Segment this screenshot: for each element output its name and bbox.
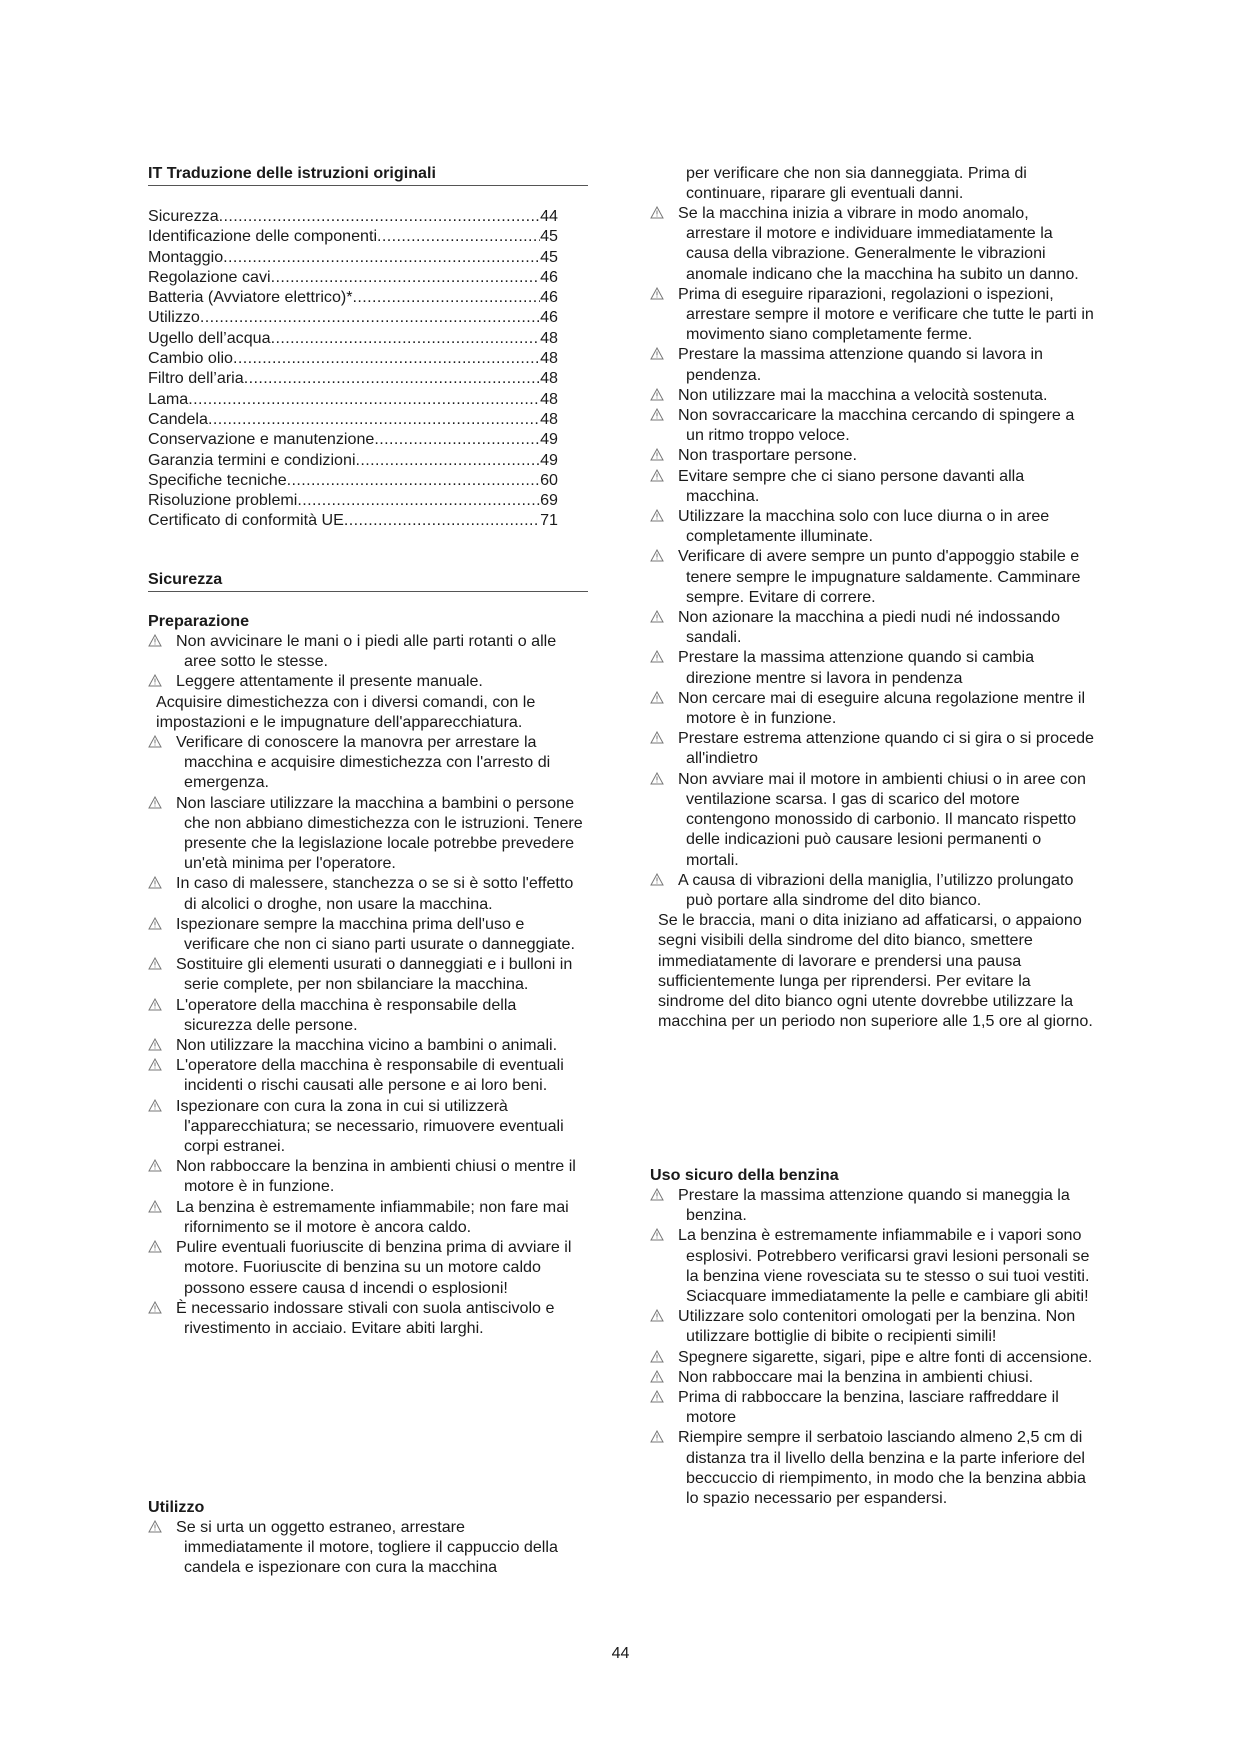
warning-text: Spegnere sigarette, sigari, pipe e altre fonti di accensione. <box>678 1347 1093 1366</box>
toc-leader <box>271 267 541 287</box>
toc-page: 69 <box>540 491 558 510</box>
toc-page: 45 <box>540 227 558 246</box>
warning-triangle-icon <box>650 610 664 623</box>
warning-item <box>650 607 1096 647</box>
toc-page: 71 <box>540 511 558 530</box>
warning-text: Se si urta un oggetto estraneo, arrestare immediatamente il motore, togliere il cappuccio della candela e ispezionare con cura la macchina <box>176 1518 558 1577</box>
toc-entry <box>148 267 558 287</box>
warning-triangle-icon <box>650 448 664 461</box>
warning-triangle-icon <box>650 1370 664 1383</box>
toc-page: 48 <box>540 369 558 388</box>
toc-leader <box>223 247 540 267</box>
page-number: 44 <box>611 1645 630 1662</box>
warning-item <box>148 631 588 671</box>
warning-text: Non avviare mai il motore in ambienti chiusi o in aree con ventilazione scarsa. I gas di scarico del motore contengono monossido di carbonio. Il mancato rispetto delle indicazioni può causare lesioni permanenti o mortali. <box>678 769 1086 869</box>
warning-triangle-icon <box>650 1390 664 1403</box>
warning-text: Non azionare la macchina a piedi nudi né indossando sandali. <box>678 608 1061 647</box>
warning-item <box>148 1517 588 1578</box>
warning-text: Evitare sempre che ci siano persone davanti alla macchina. <box>678 466 1025 505</box>
section-title-sicurezza: Sicurezza <box>148 569 588 592</box>
warning-triangle-icon <box>148 957 162 970</box>
warning-triangle-icon <box>148 634 162 647</box>
warning-text: Verificare di avere sempre un punto d'appoggio stabile e tenere sempre le impugnature saldamente. Camminare sempre. Evitare di correre. <box>678 547 1081 606</box>
warning-triangle-icon <box>650 509 664 522</box>
warning-triangle-icon <box>148 1240 162 1253</box>
toc-title: Identificazione delle componenti <box>148 227 378 246</box>
warning-text: Non lasciare utilizzare la macchina a bambini o persone che non abbiano dimestichezza con le istruzioni. Tenere presente che la legislazione locale potrebbe prevedere un'età minima per l'operatore. <box>176 793 583 873</box>
utilizzo-list-continued <box>650 203 1096 1031</box>
toc-page: 48 <box>540 409 558 428</box>
toc-entry <box>148 247 558 267</box>
warning-text: Sostituire gli elementi usurati o danneggiati e i bulloni in serie complete, per non sbilanciare la macchina. <box>176 955 573 994</box>
warning-item <box>650 385 1096 405</box>
toc-page: 45 <box>540 247 558 266</box>
warning-item <box>148 914 588 954</box>
warning-triangle-icon <box>148 1159 162 1172</box>
warning-text: Leggere attentamente il presente manuale. <box>176 672 483 691</box>
warning-text: L'operatore della macchina è responsabile di eventuali incidenti o rischi causati alle persone e ai loro beni. <box>176 1056 564 1095</box>
warning-item <box>148 671 588 732</box>
warning-item <box>148 1237 588 1298</box>
table-of-contents <box>148 206 558 531</box>
warning-item <box>650 769 1096 870</box>
warning-text: Pulire eventuali fuoriuscite di benzina prima di avviare il motore. Fuoriuscite di benzina su un motore caldo possono essere causa d incendi o esplosioni! <box>176 1238 572 1297</box>
warning-item <box>148 793 588 874</box>
preparazione-list <box>148 631 588 1338</box>
toc-title: Regolazione cavi <box>148 267 271 286</box>
warning-item <box>148 1298 588 1338</box>
warning-text: Prestare la massima attenzione quando si cambia direzione mentre si lavora in pendenza <box>678 648 1035 687</box>
toc-leader <box>233 348 540 368</box>
warning-triangle-icon <box>148 1038 162 1051</box>
toc-leader <box>200 307 540 327</box>
warning-item <box>650 647 1096 687</box>
toc-title: Certificato di conformità UE <box>148 511 344 530</box>
warning-item <box>650 1306 1096 1346</box>
benzina-list <box>650 1185 1096 1508</box>
toc-title: Garanzia termini e condizioni <box>148 450 356 469</box>
warning-text: A causa di vibrazioni della maniglia, l’utilizzo prolungato può portare alla sindrome del dito bianco. <box>678 870 1074 909</box>
warning-triangle-icon <box>148 1200 162 1213</box>
toc-entry <box>148 226 558 246</box>
warning-text: Verificare di conoscere la manovra per arrestare la macchina e acquisire dimestichezza con l'arresto di emergenza. <box>176 733 551 792</box>
warning-text: Ispezionare con cura la zona in cui si utilizzerà l'apparecchiatura; se necessario, rimuovere eventuali corpi estranei. <box>176 1096 564 1156</box>
warning-triangle-icon <box>650 549 664 562</box>
warning-triangle-icon <box>650 206 664 219</box>
toc-page: 44 <box>540 207 558 225</box>
warning-text: Prima di eseguire riparazioni, regolazioni o ispezioni, arrestare sempre il motore e verificare che tutte le parti in movimento siano completamente ferme. <box>678 284 1094 344</box>
toc-leader <box>344 510 540 530</box>
utilizzo-list <box>148 1517 588 1578</box>
warning-text: Non rabboccare la benzina in ambienti chiusi o mentre il motore è in funzione. <box>176 1157 576 1196</box>
subsection-title-preparazione: Preparazione <box>148 612 250 630</box>
warning-item <box>650 284 1096 345</box>
warning-triangle-icon <box>148 1058 162 1071</box>
toc-entry <box>148 206 558 226</box>
toc-entry <box>148 348 558 368</box>
warning-triangle-icon <box>650 731 664 744</box>
toc-leader <box>356 450 541 470</box>
toc-entry <box>148 490 558 510</box>
warning-note-text: Acquisire dimestichezza con i diversi comandi, con le impostazioni e le impugnature dell'apparecchiatura. <box>156 692 536 731</box>
toc-entry <box>148 510 558 530</box>
toc-entry <box>148 328 558 348</box>
subsection-title-utilizzo: Utilizzo <box>148 1498 205 1516</box>
warning-item <box>148 1197 588 1237</box>
warning-item <box>650 203 1096 284</box>
warning-triangle-icon <box>148 796 162 809</box>
toc-leader <box>208 409 540 429</box>
toc-page: 48 <box>540 349 558 368</box>
warning-triangle-icon <box>148 1099 162 1112</box>
toc-entry <box>148 368 558 388</box>
warning-triangle-icon <box>148 674 162 687</box>
toc-entry <box>148 429 558 449</box>
subsection-title-benzina: Uso sicuro della benzina <box>650 1166 839 1184</box>
toc-leader <box>297 490 540 510</box>
toc-page: 46 <box>540 288 558 307</box>
warning-triangle-icon <box>148 917 162 930</box>
warning-item <box>650 445 1096 465</box>
warning-item <box>148 954 588 994</box>
warning-triangle-icon <box>148 876 162 889</box>
toc-title: Ugello dell’acqua <box>148 328 271 347</box>
toc-leader <box>219 206 540 226</box>
toc-entry <box>148 450 558 470</box>
warning-text: Non avvicinare le mani o i piedi alle parti rotanti o alle aree sotto le stesse. <box>176 632 557 671</box>
warning-text: Prestare la massima attenzione quando si maneggia la benzina. <box>678 1186 1070 1225</box>
toc-leader <box>287 470 540 490</box>
warning-triangle-icon <box>650 873 664 886</box>
warning-item <box>650 1427 1096 1508</box>
warning-text: Non cercare mai di eseguire alcuna regolazione mentre il motore è in funzione. <box>678 688 1086 728</box>
warning-triangle-icon <box>650 347 664 360</box>
toc-title: Batteria (Avviatore elettrico)* <box>148 288 353 307</box>
toc-title: Sicurezza <box>148 207 219 225</box>
warning-triangle-icon <box>650 650 664 663</box>
utilizzo-continued-text: per verificare che non sia danneggiata. Prima di continuare, riparare gli eventuali danni. <box>686 164 1027 203</box>
warning-item <box>650 344 1096 384</box>
warning-text: Se la macchina inizia a vibrare in modo anomalo, arrestare il motore e individuare immediatamente la causa della vibrazione. Generalmente le vibrazioni anomale indicano che la macchina ha subito un danno. <box>678 204 1079 283</box>
toc-leader <box>374 429 540 449</box>
warning-triangle-icon <box>650 388 664 401</box>
warning-item <box>148 1055 588 1095</box>
warning-item <box>650 466 1096 506</box>
warning-item <box>650 1367 1096 1387</box>
warning-item <box>650 1387 1096 1427</box>
toc-entry <box>148 307 558 327</box>
warning-text: Prestare la massima attenzione quando si lavora in pendenza. <box>678 345 1043 384</box>
warning-item <box>650 506 1096 546</box>
toc-title: Filtro dell’aria <box>148 369 244 388</box>
warning-text: Non utilizzare la macchina vicino a bambini o animali. <box>176 1036 558 1055</box>
toc-entry <box>148 389 558 409</box>
toc-page: 49 <box>540 450 558 469</box>
toc-title: Cambio olio <box>148 349 233 368</box>
warning-note-text: Se le braccia, mani o dita iniziano ad affaticarsi, o appaiono segni visibili della sindrome del dito bianco, smettere immediatamente di lavorare e prendersi una pausa sufficientemente lunga per riprendersi. Per evitare la sindrome del dito bianco ogni utente dovrebbe utilizzare la macchina per un periodo non superiore alle 1,5 ore al giorno. <box>658 911 1093 1031</box>
warning-triangle-icon <box>650 1430 664 1443</box>
warning-triangle-icon <box>650 469 664 482</box>
toc-page: 48 <box>540 328 558 347</box>
warning-triangle-icon <box>148 998 162 1011</box>
toc-page: 48 <box>540 389 558 408</box>
warning-item <box>148 873 588 913</box>
warning-item <box>650 870 1096 1032</box>
warning-triangle-icon <box>650 408 664 421</box>
toc-title: Lama <box>148 389 189 408</box>
toc-title: Candela <box>148 409 208 428</box>
toc-title: Specifiche tecniche <box>148 470 287 489</box>
warning-triangle-icon <box>148 1520 162 1533</box>
warning-triangle-icon <box>148 735 162 748</box>
warning-text: In caso di malessere, stanchezza o se si è sotto l'effetto di alcolici o droghe, non usare la macchina. <box>176 874 574 913</box>
warning-text: Non trasportare persone. <box>678 446 857 465</box>
warning-text: Utilizzare la macchina solo con luce diurna o in aree completamente illuminate. <box>678 507 1050 546</box>
warning-item <box>650 688 1096 728</box>
toc-page: 60 <box>540 470 558 489</box>
warning-text: Prima di rabboccare la benzina, lasciare raffreddare il motore <box>678 1388 1059 1427</box>
toc-title: Montaggio <box>148 247 224 266</box>
warning-item <box>148 1156 588 1196</box>
warning-item <box>148 732 588 793</box>
toc-leader <box>188 389 540 409</box>
warning-triangle-icon <box>148 1301 162 1314</box>
toc-leader <box>377 226 540 246</box>
warning-item <box>650 1225 1096 1306</box>
warning-text: È necessario indossare stivali con suola antiscivolo e rivestimento in acciaio. Evitare abiti larghi. <box>176 1298 555 1337</box>
warning-triangle-icon <box>650 1188 664 1201</box>
warning-triangle-icon <box>650 772 664 785</box>
warning-text: Riempire sempre il serbatoio lasciando almeno 2,5 cm di distanza tra il livello della benzina e la parte inferiore del beccuccio di riempimento, in modo che la benzina abbia lo spazio necessario per espandersi. <box>678 1428 1086 1508</box>
warning-item <box>650 546 1096 607</box>
warning-item <box>148 1096 588 1157</box>
warning-item <box>650 1185 1096 1225</box>
toc-leader <box>271 328 541 348</box>
toc-page: 46 <box>540 308 558 327</box>
toc-entry <box>148 470 558 490</box>
warning-text: Non sovraccaricare la macchina cercando di spingere a un ritmo troppo veloce. <box>678 406 1075 445</box>
toc-page: 46 <box>540 267 558 286</box>
toc-leader <box>353 287 541 307</box>
toc-title: Conservazione e manutenzione <box>148 430 375 449</box>
warning-item <box>148 995 588 1035</box>
warning-text: Utilizzare solo contenitori omologati per la benzina. Non utilizzare bottiglie di bibite o recipienti simili! <box>678 1307 1076 1346</box>
warning-text: Prestare estrema attenzione quando ci si gira o si procede all'indietro <box>678 729 1094 768</box>
warning-text: La benzina è estremamente infiammabile e i vapori sono esplosivi. Potrebbero verificarsi gravi lesioni personali se la benzina viene rovesciata su te stesso o sui tuoi vestiti. Sciacquare immediatamente la pelle e cambiare gli abiti! <box>678 1226 1090 1306</box>
warning-triangle-icon <box>650 1228 664 1241</box>
warning-text: Non utilizzare mai la macchina a velocità sostenuta. <box>678 385 1048 404</box>
toc-title: Risoluzione problemi <box>148 491 298 510</box>
warning-text: La benzina è estremamente infiammabile; non fare mai rifornimento se il motore è ancora caldo. <box>176 1197 569 1236</box>
warning-text: Ispezionare sempre la macchina prima dell'uso e verificare che non ci siano parti usurate o danneggiate. <box>176 914 575 954</box>
warning-triangle-icon <box>650 691 664 704</box>
warning-item <box>650 1347 1096 1367</box>
toc-entry <box>148 409 558 429</box>
toc-title: Utilizzo <box>148 308 200 327</box>
warning-text: L'operatore della macchina è responsabile della sicurezza delle persone. <box>176 995 517 1034</box>
toc-leader <box>244 368 540 388</box>
toc-entry <box>148 287 558 307</box>
warning-item <box>650 405 1096 445</box>
document-header: IT Traduzione delle istruzioni originali <box>148 163 588 186</box>
warning-item <box>148 1035 588 1055</box>
warning-triangle-icon <box>650 1309 664 1322</box>
warning-item <box>650 728 1096 768</box>
warning-triangle-icon <box>650 287 664 300</box>
warning-text: Non rabboccare mai la benzina in ambienti chiusi. <box>678 1367 1034 1386</box>
warning-triangle-icon <box>650 1350 664 1363</box>
toc-page: 49 <box>540 430 558 449</box>
